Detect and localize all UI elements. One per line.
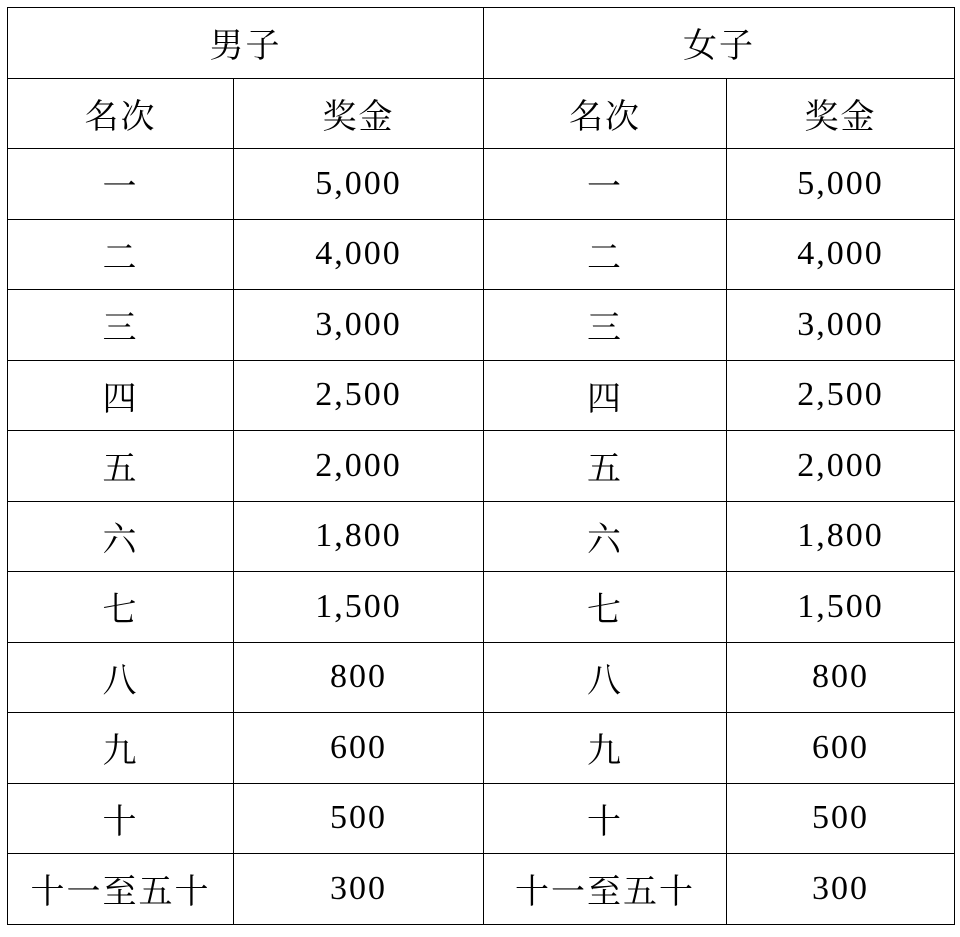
table-row	[8, 290, 955, 361]
men-prize-cell: 800	[234, 642, 484, 713]
women-rank-cell: 四	[484, 360, 727, 431]
table-row	[8, 219, 955, 290]
women-prize-cell: 1,500	[727, 572, 955, 643]
women-prize-cell: 600	[727, 713, 955, 784]
table-row	[8, 360, 955, 431]
table-row	[8, 501, 955, 572]
women-rank-cell: 十一至五十	[484, 854, 727, 925]
women-rank-cell: 一	[484, 149, 727, 220]
men-prize-cell: 2,000	[234, 431, 484, 502]
women-prize-header: 奖金	[727, 78, 955, 149]
women-prize-cell: 4,000	[727, 219, 955, 290]
men-rank-cell: 二	[8, 219, 234, 290]
men-rank-cell: 八	[8, 642, 234, 713]
men-prize-cell: 4,000	[234, 219, 484, 290]
group-header-row	[8, 8, 955, 79]
table-row	[8, 431, 955, 502]
women-prize-cell: 500	[727, 783, 955, 854]
men-rank-cell: 十	[8, 783, 234, 854]
men-prize-cell: 300	[234, 854, 484, 925]
men-rank-cell: 九	[8, 713, 234, 784]
women-rank-cell: 十	[484, 783, 727, 854]
women-prize-cell: 1,800	[727, 501, 955, 572]
men-group-header: 男子	[8, 8, 484, 79]
women-rank-cell: 八	[484, 642, 727, 713]
women-rank-cell: 九	[484, 713, 727, 784]
column-header-row	[8, 78, 955, 149]
men-prize-cell: 5,000	[234, 149, 484, 220]
table-body	[8, 149, 955, 925]
women-prize-cell: 2,000	[727, 431, 955, 502]
women-prize-cell: 5,000	[727, 149, 955, 220]
women-prize-cell: 800	[727, 642, 955, 713]
men-prize-cell: 600	[234, 713, 484, 784]
men-prize-cell: 1,800	[234, 501, 484, 572]
men-rank-cell: 十一至五十	[8, 854, 234, 925]
women-rank-cell: 五	[484, 431, 727, 502]
men-rank-header: 名次	[8, 78, 234, 149]
table-row	[8, 572, 955, 643]
men-rank-cell: 三	[8, 290, 234, 361]
men-prize-header: 奖金	[234, 78, 484, 149]
women-group-header: 女子	[484, 8, 955, 79]
table-row	[8, 854, 955, 925]
table-row	[8, 713, 955, 784]
men-rank-cell: 四	[8, 360, 234, 431]
men-rank-cell: 七	[8, 572, 234, 643]
prize-table	[7, 7, 955, 925]
men-prize-cell: 500	[234, 783, 484, 854]
men-rank-cell: 一	[8, 149, 234, 220]
women-prize-cell: 300	[727, 854, 955, 925]
table-row	[8, 783, 955, 854]
men-prize-cell: 3,000	[234, 290, 484, 361]
women-rank-header: 名次	[484, 78, 727, 149]
women-rank-cell: 六	[484, 501, 727, 572]
women-prize-cell: 3,000	[727, 290, 955, 361]
women-rank-cell: 三	[484, 290, 727, 361]
women-rank-cell: 七	[484, 572, 727, 643]
women-prize-cell: 2,500	[727, 360, 955, 431]
men-prize-cell: 2,500	[234, 360, 484, 431]
table-row	[8, 642, 955, 713]
men-rank-cell: 六	[8, 501, 234, 572]
women-rank-cell: 二	[484, 219, 727, 290]
men-rank-cell: 五	[8, 431, 234, 502]
table-row	[8, 149, 955, 220]
men-prize-cell: 1,500	[234, 572, 484, 643]
